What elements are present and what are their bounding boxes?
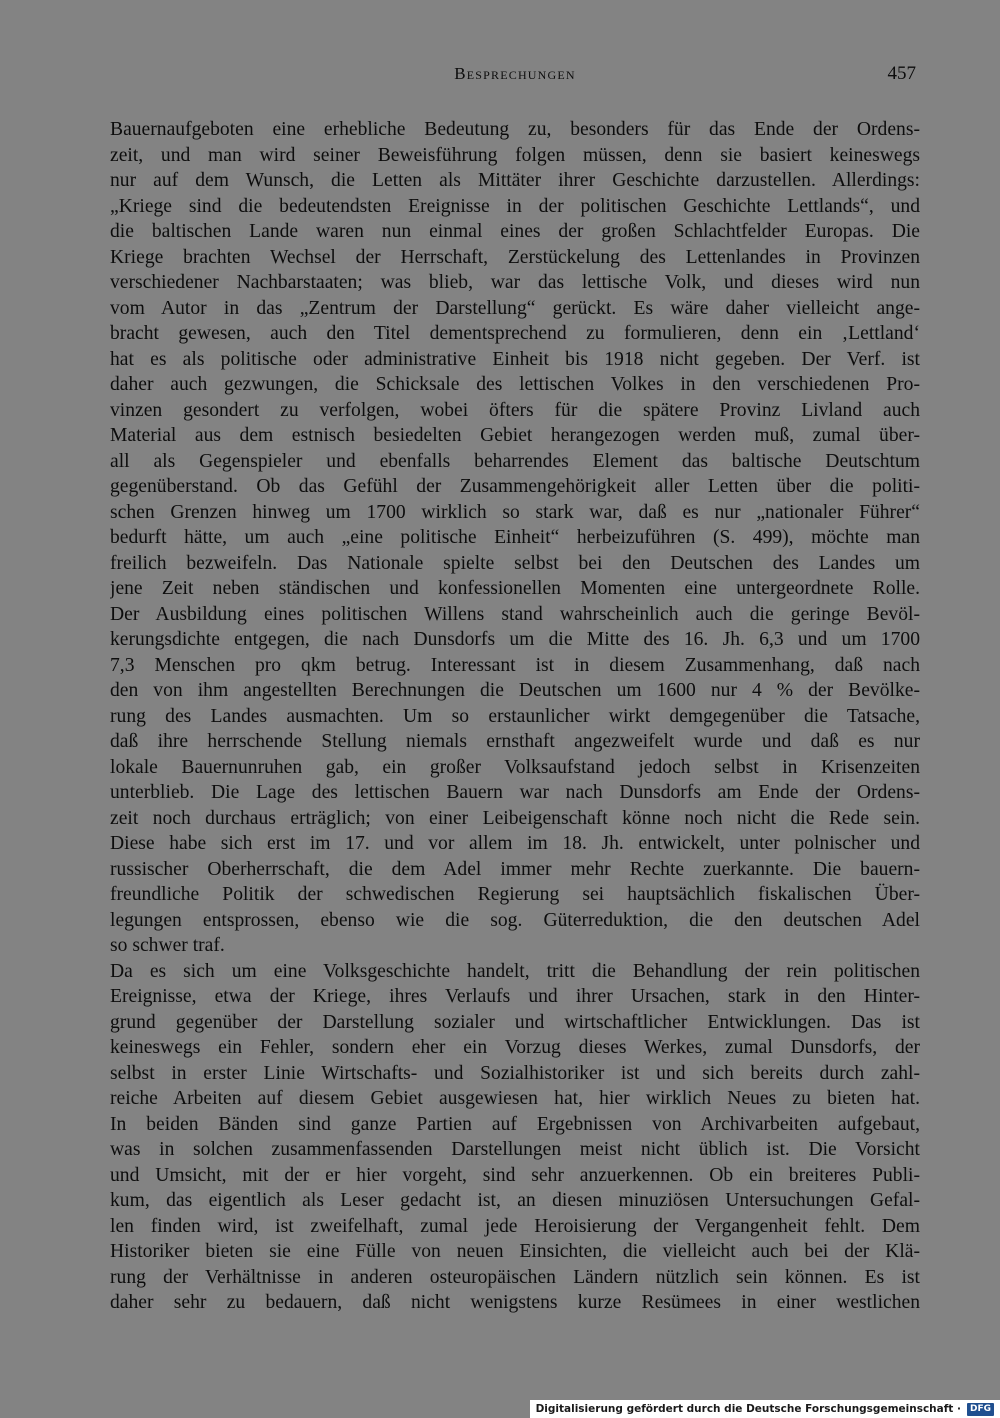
text-line: nur auf dem Wunsch, die Letten als Mittäter ihrer Geschichte darzustellen. Allerdings:: [110, 170, 920, 191]
text-line: bracht gewesen, auch den Titel dementsprechend zu formulieren, denn ein ‚Lettland‘: [110, 323, 920, 344]
text-line: rung der Verhältnisse in anderen osteuropäischen Ländern nützlich sein können. Es ist: [110, 1266, 920, 1288]
body-text: [110, 117, 920, 1316]
text-line: rung des Landes ausmachten. Um so erstaunlicher wirkt demgegenüber die Tatsache,: [110, 705, 920, 727]
text-line: bedurft hätte, um auch „eine politische Einheit“ herbeizuführen (S. 499), möchte man: [110, 527, 920, 548]
text-line: kum, das eigentlich als Leser gedacht ist, an diesen minuziösen Untersuchungen Gefal-: [110, 1190, 920, 1211]
text-line: vinzen gesondert zu verfolgen, wobei öfters für die spätere Provinz Livland auch: [110, 399, 920, 421]
running-head: [110, 62, 920, 88]
text-line: daher sehr zu bedauern, daß nicht wenigstens kurze Resümees in einer westlichen: [110, 1292, 920, 1313]
text-line: unterblieb. Die Lage des lettischen Bauern war nach Dunsdorfs am Ende der Ordens-: [110, 782, 920, 803]
text-line: vom Autor in das „Zentrum der Darstellung“ gerückt. Es wäre daher vielleicht ange-: [110, 297, 920, 319]
text-line: was in solchen zusammenfassenden Darstellungen meist nicht üblich ist. Die Vorsicht: [110, 1139, 920, 1160]
digitization-credit: Digitalisierung gefördert durch die Deutsche Forschungsgemeinschaft ·: [535, 1403, 961, 1415]
text-line: zeit, und man wird seiner Beweisführung folgen müssen, denn sie basiert keineswegs: [110, 144, 920, 166]
text-line: legungen entsprossen, ebenso wie die sog. Güterreduktion, die den deutschen Adel: [110, 909, 920, 931]
text-line: verschiedener Nachbarstaaten; was blieb, war das lettische Volk, und dieses wird nun: [110, 272, 920, 293]
text-line: Da es sich um eine Volksgeschichte handelt, tritt die Behandlung der rein politischen: [110, 960, 920, 982]
text-line: hat es als politische oder administrative Einheit bis 1918 nicht gegeben. Der Verf. ist: [110, 348, 920, 370]
text-line: schen Grenzen hinweg um 1700 wirklich so stark war, daß es nur „nationaler Führer“: [110, 501, 920, 523]
text-line: reiche Arbeiten auf diesem Gebiet ausgewiesen hat, hier wirklich Neues zu bieten hat.: [110, 1088, 920, 1109]
text-line: lokale Bauernunruhen gab, ein großer Volksaufstand jedoch selbst in Krisenzeiten: [110, 756, 920, 778]
text-line: die baltischen Lande waren nun einmal eines der großen Schlachtfelder Europas. Die: [110, 221, 920, 242]
dfg-logo-icon: DFG: [967, 1403, 994, 1416]
text-line: und Umsicht, mit der er hier vorgeht, sind sehr anzuerkennen. Ob ein breiteres Publi-: [110, 1164, 920, 1186]
text-line: daher auch gezwungen, die Schicksale des lettischen Volkes in den verschiedenen Pro-: [110, 374, 920, 395]
text-line: „Kriege sind die bedeutendsten Ereignisse in der politischen Geschichte Lettlands“, und: [110, 195, 920, 217]
text-line: keineswegs ein Fehler, sondern eher ein Vorzug dieses Werkes, zumal Dunsdorfs, der: [110, 1037, 920, 1058]
text-line: 7,3 Menschen pro qkm betrug. Interessant ist in diesem Zusammenhang, daß nach: [110, 654, 920, 676]
text-line: grund gegenüber der Darstellung sozialer und wirtschaftlicher Entwicklungen. Das ist: [110, 1011, 920, 1033]
text-line: Material aus dem estnisch besiedelten Gebiet herangezogen werden muß, zumal über-: [110, 425, 920, 446]
text-line: Ereignisse, etwa der Kriege, ihres Verlaufs und ihrer Ursachen, stark in den Hinter-: [110, 986, 920, 1007]
text-line: Diese habe sich erst im 17. und vor allem im 18. Jh. entwickelt, unter polnischer und: [110, 833, 920, 854]
text-line: freilich bezweifeln. Das Nationale spielte selbst bei den Deutschen des Landes um: [110, 552, 920, 574]
text-line: den von ihm angestellten Berechnungen die Deutschen um 1600 nur 4 % der Bevölke-: [110, 680, 920, 701]
text-line: selbst in erster Linie Wirtschafts- und Sozialhistoriker ist und sich bereits durch zahl-: [110, 1062, 920, 1084]
text-line: all als Gegenspieler und ebenfalls beharrendes Element das baltische Deutschtum: [110, 450, 920, 472]
running-title: Besprechungen: [454, 64, 576, 83]
text-line: zeit noch durchaus erträglich; von einer Leibeigenschaft könne noch nicht die Rede sein.: [110, 807, 920, 829]
text-line: kerungsdichte entgegen, die nach Dunsdorfs um die Mitte des 16. Jh. 6,3 und um 1700: [110, 629, 920, 650]
text-line: len finden wird, ist zweifelhaft, zumal jede Heroisierung der Vergangenheit fehlt. Dem: [110, 1215, 920, 1237]
text-line: jene Zeit neben ständischen und konfessionellen Momenten eine untergeordnete Rolle.: [110, 578, 920, 599]
text-line: freundliche Politik der schwedischen Regierung sei hauptsächlich fiskalischen Über-: [110, 884, 920, 905]
text-line: russischer Oberherrschaft, die dem Adel immer mehr Rechte zuerkannte. Die bauern-: [110, 858, 920, 880]
text-line: Kriege brachten Wechsel der Herrschaft, Zerstückelung des Lettenlandes in Provinzen: [110, 246, 920, 268]
text-line: gegenüberstand. Ob das Gefühl der Zusammengehörigkeit aller Letten über die politi-: [110, 476, 920, 497]
text-line: daß ihre herrschende Stellung niemals ernsthaft angezweifelt wurde und daß es nur: [110, 731, 920, 752]
text-line: In beiden Bänden sind ganze Partien auf Ergebnissen von Archivarbeiten aufgebaut,: [110, 1113, 920, 1135]
text-line: so schwer traf.: [110, 935, 225, 956]
digitization-credit-bar: [530, 1400, 1000, 1418]
text-line: Historiker bieten sie eine Fülle von neuen Einsichten, die vielleicht auch bei der Klä-: [110, 1241, 920, 1262]
page-number: 457: [887, 63, 916, 84]
text-line: Der Ausbildung eines politischen Willens stand wahrscheinlich auch die geringe Bevöl-: [110, 603, 920, 625]
text-line: Bauernaufgeboten eine erhebliche Bedeutung zu, besonders für das Ende der Ordens-: [110, 119, 920, 140]
